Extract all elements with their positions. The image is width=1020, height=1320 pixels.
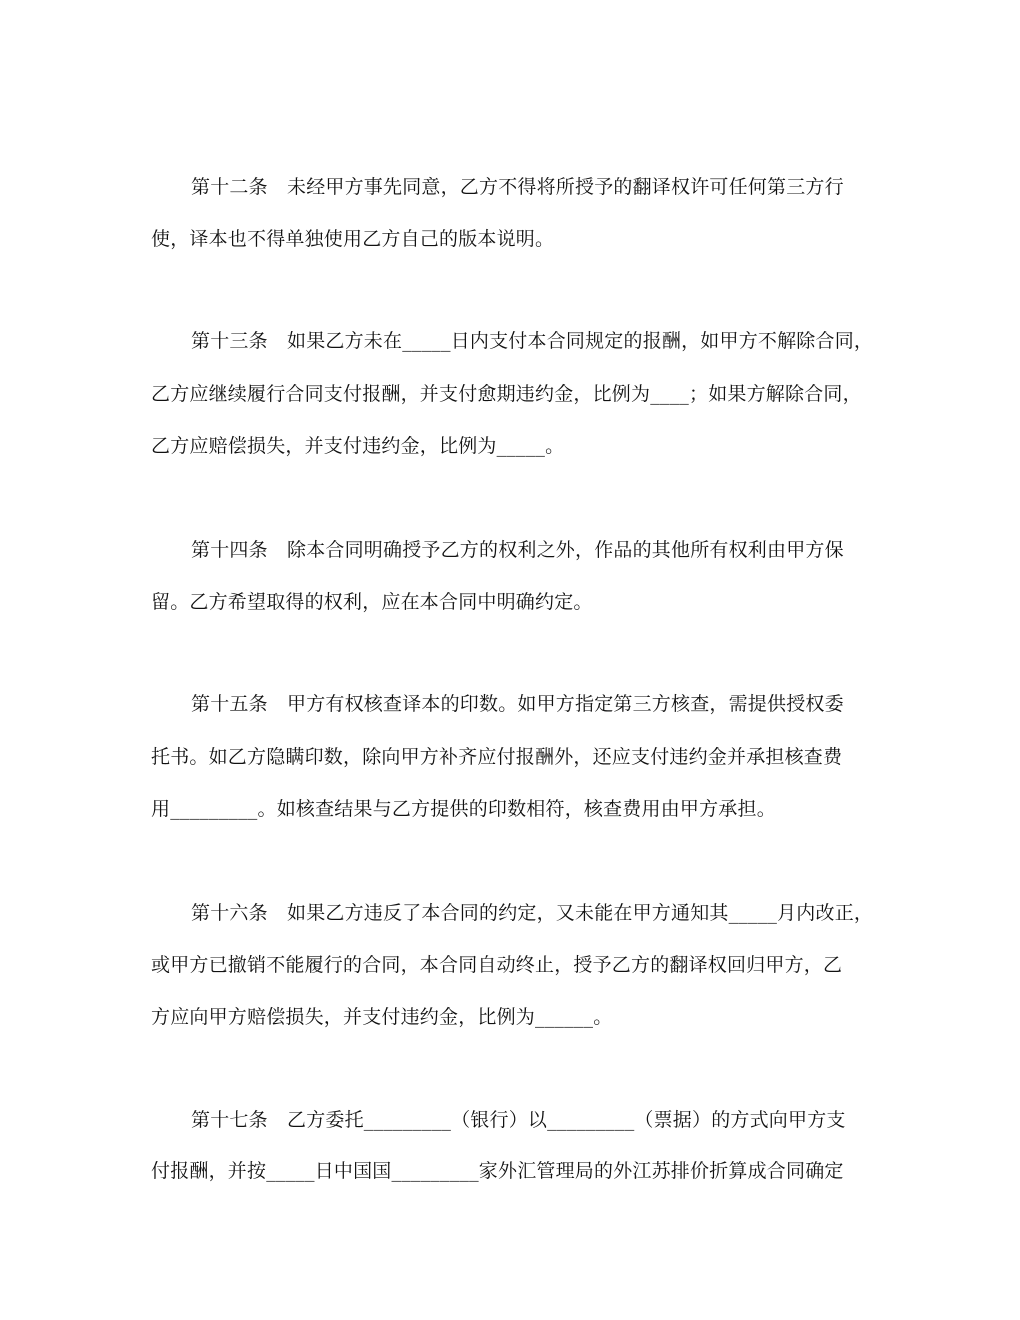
article-14-line-2: 留。乙方希望取得的权利，应在本合同中明确约定。 xyxy=(151,591,593,613)
article-13-line-2: 乙方应继续履行合同支付报酬，并支付愈期违约金，比例为____；如果方解除合同， xyxy=(151,383,862,405)
article-15-line-2: 托书。如乙方隐瞒印数，除向甲方补齐应付报酬外，还应支付违约金并承担核查费 xyxy=(151,746,843,768)
article-16-line-2: 或甲方已撤销不能履行的合同，本合同自动终止，授予乙方的翻译权回归甲方，乙 xyxy=(151,954,843,976)
article-15-line-3: 用_________。如核查结果与乙方提供的印数相符，核查费用由甲方承担。 xyxy=(151,798,776,820)
article-17-line-1: 第十七条 乙方委托_________（银行）以_________（票据）的方式向甲方支 xyxy=(191,1109,846,1131)
article-17-line-2: 付报酬，并按_____日中国国_________家外汇管理局的外江苏排价折算成合同确定 xyxy=(151,1160,844,1182)
article-12-line-1: 第十二条 未经甲方事先同意，乙方不得将所授予的翻译权许可任何第三方行 xyxy=(191,176,844,198)
article-13-line-1: 第十三条 如果乙方未在_____日内支付本合同规定的报酬，如甲方不解除合同， xyxy=(191,330,874,352)
article-15-line-1: 第十五条 甲方有权核查译本的印数。如甲方指定第三方核查，需提供授权委 xyxy=(191,693,844,715)
article-12-line-2: 使，译本也不得单独使用乙方自己的版本说明。 xyxy=(151,228,555,250)
article-13-line-3: 乙方应赔偿损失，并支付违约金，比例为_____。 xyxy=(151,435,565,457)
article-14-line-1: 第十四条 除本合同明确授予乙方的权利之外，作品的其他所有权利由甲方保 xyxy=(191,539,844,561)
article-16-line-1: 第十六条 如果乙方违反了本合同的约定，又未能在甲方通知其_____月内改正， xyxy=(191,902,874,924)
article-16-line-3: 方应向甲方赔偿损失，并支付违约金，比例为______。 xyxy=(151,1006,613,1028)
